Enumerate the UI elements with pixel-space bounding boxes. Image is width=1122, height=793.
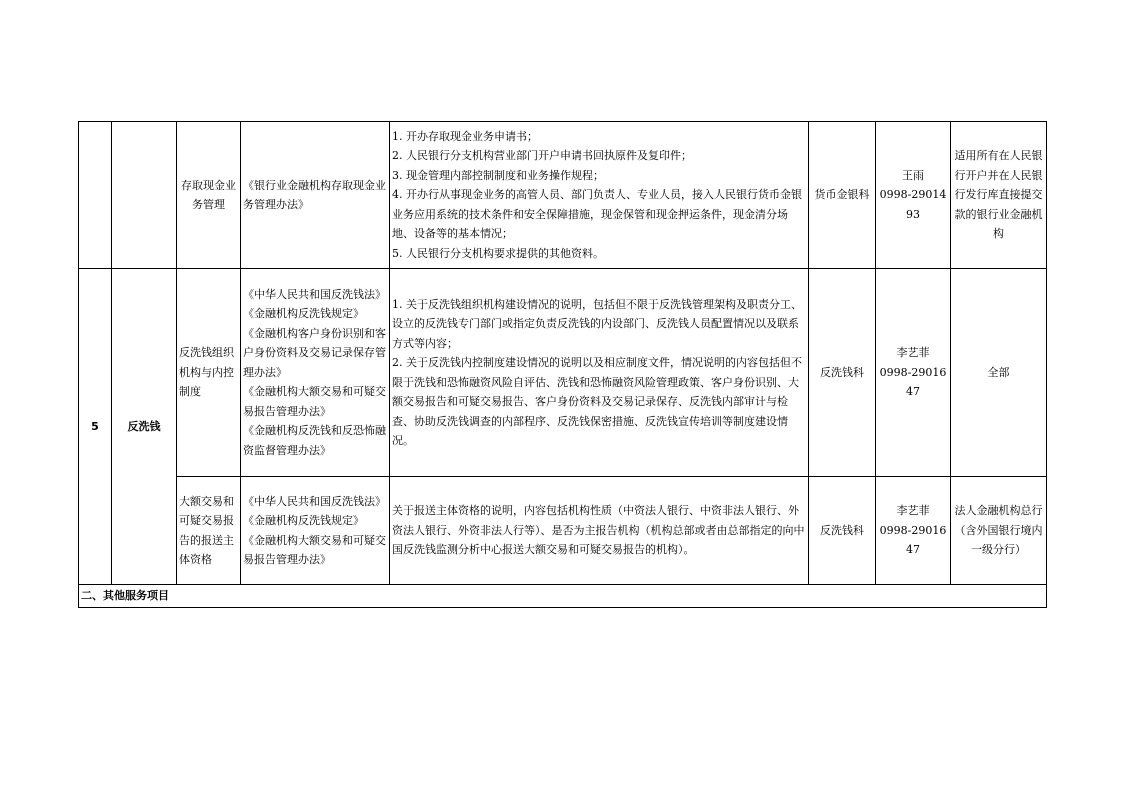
contact-phone: 0998-2901647 bbox=[879, 523, 947, 557]
basis-line: 《金融机构客户身份识别和客户身份资料及交易记录保存管理办法》 bbox=[243, 326, 386, 379]
category-cell bbox=[112, 122, 177, 269]
scope-cell: 法人金融机构总行（含外国银行境内一级分行） bbox=[951, 477, 1047, 585]
material-line: 关于报送主体资格的说明，内容包括机构性质（中资法人银行、中资非法人银行、外资法人银行、外资非法人行等）、是否为主报告机构（机构总部或者由总部指定的向中国反洗钱监测分析中心报送大额交易和可疑交易报告的机构）。 bbox=[392, 504, 805, 557]
basis-line: 《金融机构反洗钱规定》 bbox=[243, 307, 364, 321]
basis-line: 《银行业金融机构存取现金业务管理办法》 bbox=[243, 178, 386, 211]
group-number: 5 bbox=[79, 269, 112, 585]
basis-line: 《中华人民共和国反洗钱法》 bbox=[243, 287, 386, 301]
item-cell: 存取现金业务管理 bbox=[177, 122, 241, 269]
material-line: 2. 人民银行分支机构营业部门开户申请书回执原件及复印件； bbox=[392, 149, 692, 163]
group-category: 反洗钱 bbox=[112, 269, 177, 585]
basis-line: 《金融机构大额交易和可疑交易报告管理办法》 bbox=[243, 533, 386, 566]
department-cell: 反洗钱科 bbox=[809, 269, 876, 477]
basis-cell bbox=[241, 122, 390, 269]
basis-line: 《金融机构反洗钱和反恐怖融资监督管理办法》 bbox=[243, 424, 386, 457]
basis-cell bbox=[241, 477, 390, 585]
contact-cell bbox=[876, 122, 951, 269]
contact-cell bbox=[876, 269, 951, 477]
material-line: 5. 人民银行分支机构要求提供的其他资料。 bbox=[392, 246, 604, 260]
contact-phone: 0998-2901493 bbox=[879, 188, 947, 221]
item-cell: 反洗钱组织机构与内控制度 bbox=[177, 269, 241, 477]
basis-line: 《金融机构大额交易和可疑交易报告管理办法》 bbox=[243, 385, 386, 418]
contact-name: 李艺菲 bbox=[896, 346, 930, 360]
scope-cell: 适用所有在人民银行开户并在人民银行发行库直接提交款的银行业金融机构 bbox=[951, 122, 1047, 269]
service-items-table bbox=[78, 121, 1047, 608]
table-row bbox=[79, 122, 1047, 269]
table-row bbox=[79, 269, 1047, 477]
item-cell: 大额交易和可疑交易报告的报送主体资格 bbox=[177, 477, 241, 585]
contact-name: 李艺菲 bbox=[896, 504, 930, 518]
table-row bbox=[79, 477, 1047, 585]
basis-line: 《金融机构反洗钱规定》 bbox=[243, 514, 364, 527]
basis-line: 《中华人民共和国反洗钱法》 bbox=[243, 494, 386, 508]
contact-cell bbox=[876, 477, 951, 585]
material-line: 1. 关于反洗钱组织机构建设情况的说明，包括但不限于反洗钱管理架构及职责分工、设立的反洗钱专门部门或指定负责反洗钱的内设部门、反洗钱人员配置情况以及联系方式等内容； bbox=[392, 297, 802, 350]
contact-name: 王雨 bbox=[902, 168, 924, 182]
material-line: 4. 开办行从事现金业务的高管人员、部门负责人、专业人员，接入人民银行货币金银业务应用系统的技术条件和安全保障措施，现金保管和现金押运条件，现金清分场地、设备等的基本情况； bbox=[392, 188, 802, 241]
materials-cell bbox=[390, 269, 809, 477]
materials-cell bbox=[390, 122, 809, 269]
section-title: 二、其他服务项目 bbox=[79, 585, 1047, 608]
materials-cell bbox=[390, 477, 809, 585]
number-cell bbox=[79, 122, 112, 269]
scope-cell: 全部 bbox=[951, 269, 1047, 477]
department-cell: 反洗钱科 bbox=[809, 477, 876, 585]
material-line: 2. 关于反洗钱内控制度建设情况的说明以及相应制度文件，情况说明的内容包括但不限于洗钱和恐怖融资风险自评估、洗钱和恐怖融资风险管理政策、客户身份识别、大额交易报告和可疑交易报告、客户身份资料及交易记录保存、反洗钱内部审计与检查、协助反洗钱调查的内部程序、反洗钱保密措施、反洗钱宣传培训等制度建设情况。 bbox=[392, 356, 802, 447]
section-row bbox=[79, 585, 1047, 608]
basis-cell bbox=[241, 269, 390, 477]
material-line: 3. 现金管理内部控制制度和业务操作规程； bbox=[392, 168, 604, 182]
department-cell: 货币金银科 bbox=[809, 122, 876, 269]
contact-phone: 0998-2901647 bbox=[879, 365, 947, 399]
material-line: 1. 开办存取现金业务申请书； bbox=[392, 129, 538, 143]
